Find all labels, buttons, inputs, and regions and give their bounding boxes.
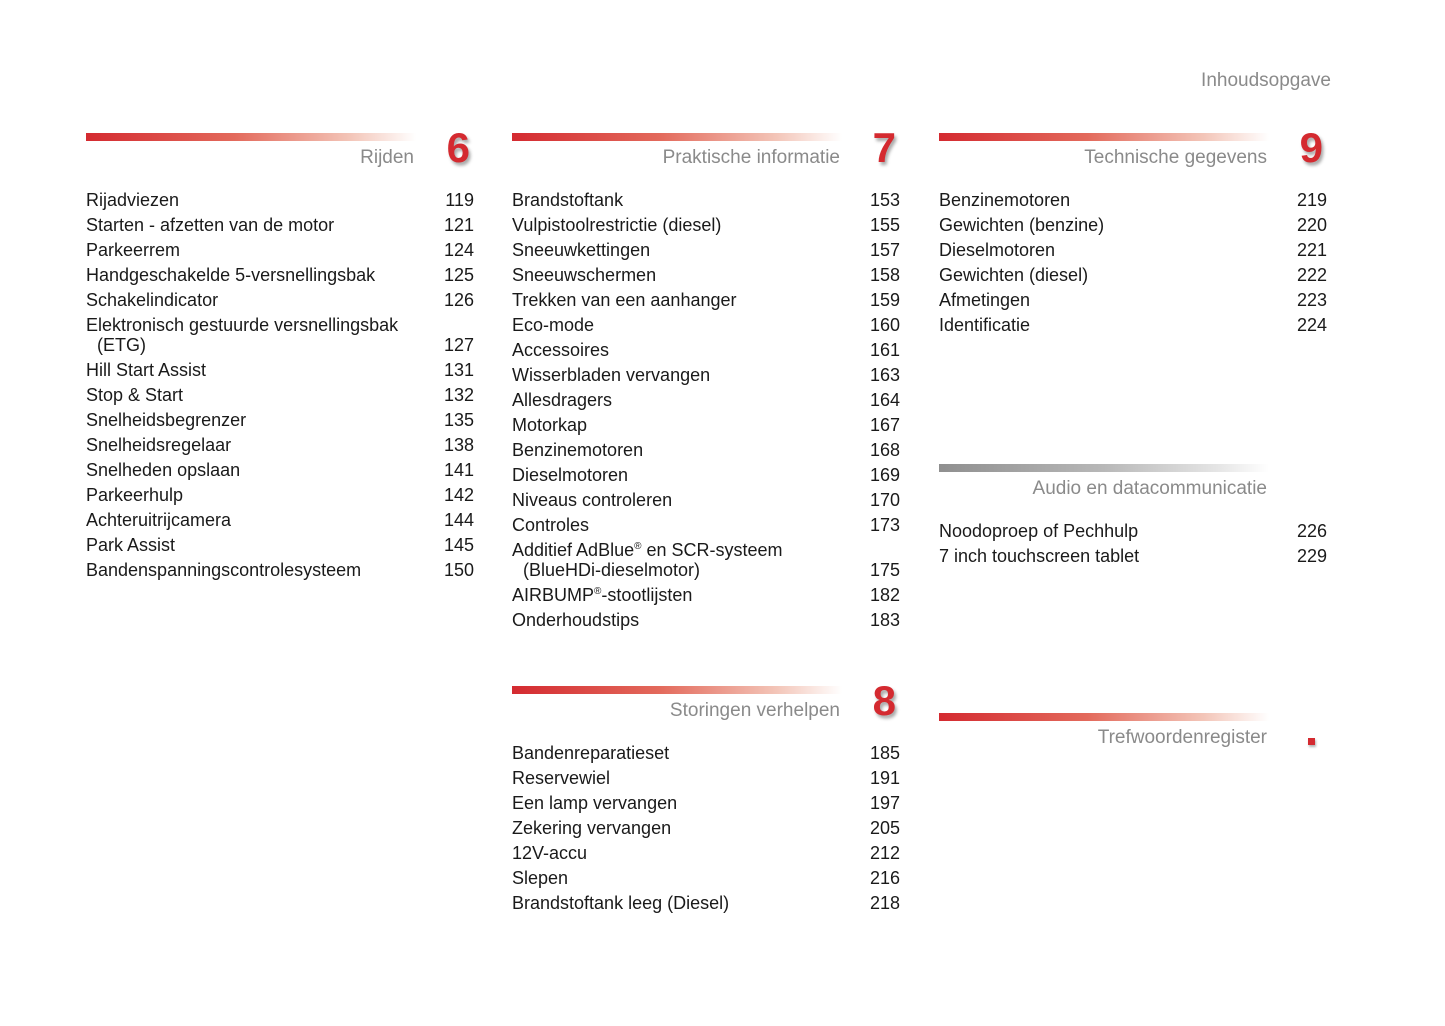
entry-label: Parkeerhulp (86, 485, 184, 505)
entry-page: 175 (869, 560, 900, 580)
entry-page: 220 (1296, 215, 1327, 235)
entry-label: Bandenspanningscontrolesysteem (86, 560, 362, 580)
entry-label: Afmetingen (939, 290, 1031, 310)
section-audio-en-datacommunicatie (939, 464, 1327, 574)
section-title[interactable]: Trefwoordenregister (1097, 727, 1267, 748)
toc-entry[interactable] (512, 388, 900, 413)
chapter-number: 6 (446, 124, 470, 171)
entry-page: 224 (1296, 315, 1327, 335)
section-title[interactable]: Rijden (360, 147, 414, 168)
section-bar (939, 133, 1269, 141)
toc-entry[interactable] (512, 866, 900, 891)
toc-entry[interactable] (86, 483, 474, 508)
entry-label (512, 540, 850, 560)
toc-entry[interactable] (512, 263, 900, 288)
entry-label-part: -stootlijsten (601, 585, 693, 605)
entry-page: 170 (869, 490, 900, 510)
toc-entry[interactable] (939, 238, 1327, 263)
entry-page: 216 (869, 868, 900, 888)
entry-label: Gewichten (benzine) (939, 215, 1105, 235)
entry-page: 145 (443, 535, 474, 555)
toc-entry[interactable] (86, 213, 474, 238)
entry-page: 164 (869, 390, 900, 410)
entry-page: 155 (869, 215, 900, 235)
entry-page: 127 (443, 335, 474, 355)
entry-label: Handgeschakelde 5-versnellingsbak (86, 265, 376, 285)
entry-label: Niveaus controleren (512, 490, 673, 510)
entry-label-continued: (BlueHDi-dieselmotor) (523, 560, 701, 580)
entry-page: 160 (869, 315, 900, 335)
section-technische-gegevens (939, 124, 1327, 343)
toc-entry[interactable] (512, 238, 900, 263)
entry-page: 229 (1296, 546, 1327, 566)
entry-label: Benzinemotoren (512, 440, 644, 460)
entry-label: Eco-mode (512, 315, 595, 335)
entry-page: 131 (443, 360, 474, 380)
entry-label: Snelheden opslaan (86, 460, 241, 480)
toc-list (939, 519, 1327, 569)
section-praktische-informatie (512, 124, 900, 633)
toc-entry[interactable] (86, 288, 474, 313)
toc-entry[interactable] (512, 583, 900, 608)
entry-label: Park Assist (86, 535, 176, 555)
entry-page: 163 (869, 365, 900, 385)
entry-page: 191 (869, 768, 900, 788)
entry-page: 119 (445, 190, 474, 210)
toc-entry[interactable] (512, 513, 900, 538)
toc-entry[interactable] (512, 891, 900, 916)
entry-page: 221 (1296, 240, 1327, 260)
entry-page: 144 (443, 510, 474, 530)
entry-label: Een lamp vervangen (512, 793, 678, 813)
entry-page: 126 (443, 290, 474, 310)
section-bar (512, 133, 842, 141)
toc-entry[interactable] (512, 188, 900, 213)
entry-label: Benzinemotoren (939, 190, 1071, 210)
toc-list (512, 188, 900, 633)
section-bar (939, 464, 1269, 472)
section-title[interactable]: Audio en datacommunicatie (1032, 478, 1267, 499)
entry-label: Sneeuwschermen (512, 265, 657, 285)
entry-label: Brandstoftank (512, 190, 624, 210)
entry-label: Starten - afzetten van de motor (86, 215, 335, 235)
entry-page: 161 (869, 340, 900, 360)
entry-label: Rijadviezen (86, 190, 180, 210)
entry-label: Hill Start Assist (86, 360, 207, 380)
entry-label: Dieselmotoren (939, 240, 1056, 260)
section-title[interactable]: Storingen verhelpen (669, 700, 840, 721)
entry-page: 142 (443, 485, 474, 505)
entry-label: Reservewiel (512, 768, 611, 788)
chapter-number: 7 (872, 124, 896, 171)
toc-entry[interactable] (512, 338, 900, 363)
entry-label: Allesdragers (512, 390, 613, 410)
entry-label: Accessoires (512, 340, 610, 360)
entry-label: 7 inch touchscreen tablet (939, 546, 1140, 566)
entry-label: Zekering vervangen (512, 818, 672, 838)
toc-entry[interactable] (512, 438, 900, 463)
entry-label: Sneeuwkettingen (512, 240, 651, 260)
toc-list (939, 188, 1327, 338)
toc-entry[interactable] (512, 463, 900, 488)
toc-entry[interactable] (512, 313, 900, 338)
entry-label: Parkeerrem (86, 240, 181, 260)
toc-entry[interactable] (86, 263, 474, 288)
toc-entry[interactable] (512, 213, 900, 238)
entry-label-continued: (ETG) (97, 335, 146, 355)
entry-label-part: en SCR-systeem (641, 540, 783, 560)
entry-label: Wisserbladen vervangen (512, 365, 711, 385)
entry-page: 135 (443, 410, 474, 430)
section-title[interactable]: Technische gegevens (1084, 147, 1267, 168)
section-storingen-verhelpen (512, 677, 900, 916)
toc-entry[interactable] (512, 766, 900, 791)
entry-label: Controles (512, 515, 590, 535)
entry-page: 159 (869, 290, 900, 310)
entry-label: 12V-accu (512, 843, 588, 863)
toc-entry[interactable] (512, 741, 900, 766)
entry-page: 182 (869, 585, 900, 605)
section-bar (512, 686, 842, 694)
entry-page: 167 (869, 415, 900, 435)
entry-label: Stop & Start (86, 385, 184, 405)
entry-label: Brandstoftank leeg (Diesel) (512, 893, 730, 913)
entry-page: 226 (1296, 521, 1327, 541)
entry-label: Bandenreparatieset (512, 743, 670, 763)
toc-entry[interactable] (512, 540, 900, 580)
entry-page: 121 (443, 215, 474, 235)
entry-page: 205 (869, 818, 900, 838)
toc-entry[interactable] (512, 488, 900, 513)
entry-page: 169 (869, 465, 900, 485)
entry-page: 141 (443, 460, 474, 480)
entry-label: Vulpistoolrestrictie (diesel) (512, 215, 722, 235)
entry-page: 168 (869, 440, 900, 460)
entry-page: 173 (869, 515, 900, 535)
entry-label: Onderhoudstips (512, 610, 640, 630)
section-rijden (86, 124, 474, 593)
toc-entry[interactable] (86, 533, 474, 558)
toc-entry[interactable] (86, 358, 474, 383)
entry-label: Slepen (512, 868, 569, 888)
entry-label: Noodoproep of Pechhulp (939, 521, 1139, 541)
entry-page: 219 (1296, 190, 1327, 210)
entry-page: 124 (443, 240, 474, 260)
entry-page: 222 (1296, 265, 1327, 285)
entry-page: 132 (443, 385, 474, 405)
toc-entry[interactable] (86, 458, 474, 483)
entry-page: 183 (869, 610, 900, 630)
toc-entry[interactable] (939, 544, 1327, 569)
section-title[interactable]: Praktische informatie (662, 147, 840, 168)
entry-page: 125 (443, 265, 474, 285)
entry-page: 197 (869, 793, 900, 813)
toc-entry[interactable] (939, 313, 1327, 338)
entry-label: Snelheidsregelaar (86, 435, 232, 455)
toc-entry[interactable] (512, 608, 900, 633)
index-marker-icon (1308, 738, 1315, 745)
toc-entry[interactable] (939, 188, 1327, 213)
entry-page: 223 (1296, 290, 1327, 310)
toc-entry[interactable] (939, 519, 1327, 544)
entry-page: 153 (869, 190, 900, 210)
entry-label-part: Additief AdBlue (512, 540, 635, 560)
toc-entry[interactable] (86, 383, 474, 408)
toc-entry[interactable] (86, 238, 474, 263)
entry-label: Schakelindicator (86, 290, 219, 310)
toc-entry[interactable] (939, 213, 1327, 238)
entry-page: 157 (869, 240, 900, 260)
chapter-number: 9 (1299, 124, 1323, 171)
toc-list (86, 188, 474, 583)
entry-label: Dieselmotoren (512, 465, 629, 485)
toc-entry[interactable] (512, 288, 900, 313)
toc-entry[interactable] (86, 408, 474, 433)
registered-mark: ® (594, 586, 602, 597)
entry-page: 150 (443, 560, 474, 580)
entry-label: Trekken van een aanhanger (512, 290, 737, 310)
toc-entry[interactable] (512, 363, 900, 388)
entry-label: Achteruitrijcamera (86, 510, 232, 530)
toc-entry[interactable] (939, 263, 1327, 288)
entry-label-part: AIRBUMP (512, 585, 595, 605)
entry-page: 185 (869, 743, 900, 763)
chapter-number: 8 (872, 677, 896, 724)
toc-entry[interactable] (86, 315, 474, 355)
toc-entry[interactable] (512, 791, 900, 816)
entry-label: Identificatie (939, 315, 1031, 335)
entry-page: 158 (869, 265, 900, 285)
entry-page: 212 (869, 843, 900, 863)
toc-entry[interactable] (86, 508, 474, 533)
section-trefwoordenregister (939, 713, 1327, 753)
entry-label: Gewichten (diesel) (939, 265, 1089, 285)
toc-entry[interactable] (512, 413, 900, 438)
toc-entry[interactable] (512, 841, 900, 866)
toc-list (512, 741, 900, 916)
toc-entry[interactable] (512, 816, 900, 841)
entry-page: 138 (443, 435, 474, 455)
toc-entry[interactable] (939, 288, 1327, 313)
entry-label: Motorkap (512, 415, 588, 435)
entry-label: Snelheidsbegrenzer (86, 410, 247, 430)
section-bar (86, 133, 416, 141)
registered-mark: ® (634, 541, 642, 552)
toc-entry[interactable] (86, 558, 474, 583)
entry-label: Elektronisch gestuurde versnellingsbak (86, 315, 399, 335)
entry-page: 218 (869, 893, 900, 913)
toc-entry[interactable] (86, 188, 474, 213)
entry-label (512, 583, 850, 608)
section-bar (939, 713, 1269, 721)
toc-entry[interactable] (86, 433, 474, 458)
page-header-title: Inhoudsopgave (1201, 70, 1331, 91)
